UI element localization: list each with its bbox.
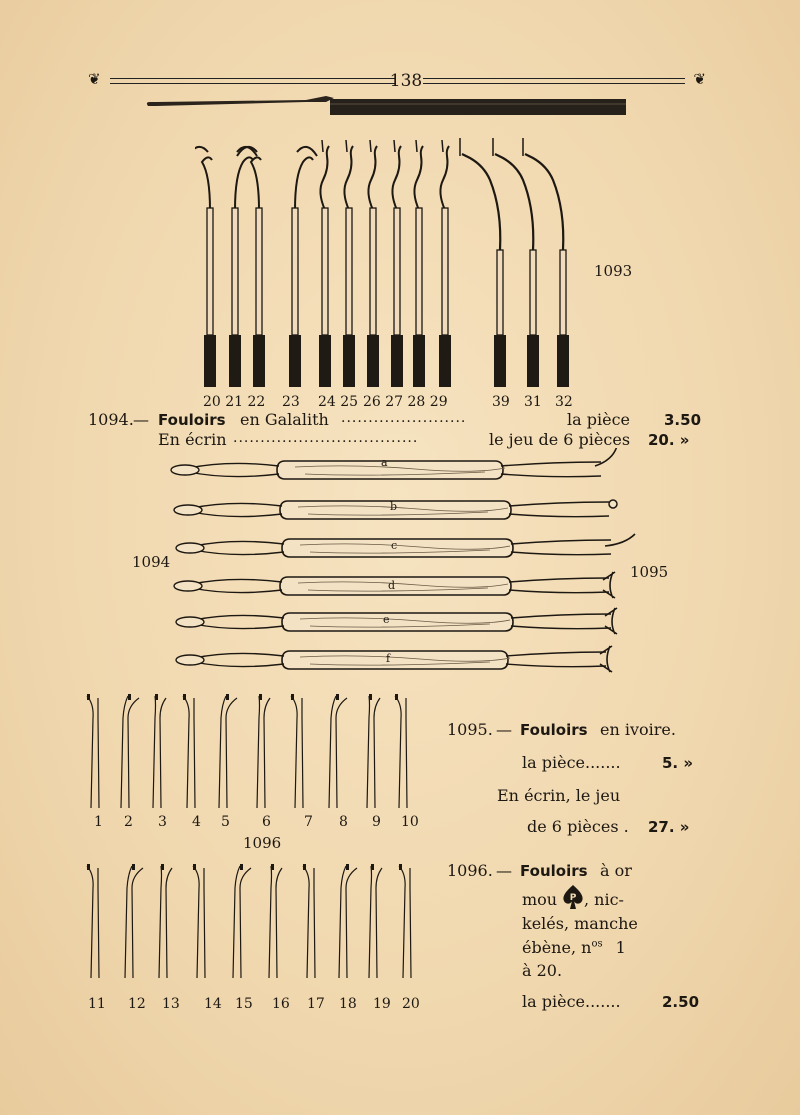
dental-instrument xyxy=(367,140,379,387)
fine-plugger-instrument xyxy=(159,864,172,978)
handle-letter: c xyxy=(391,539,398,552)
fig-1096-number: 2 xyxy=(124,814,133,830)
item-1096-desc-4-num: 1 xyxy=(610,938,626,957)
fine-plugger-instrument xyxy=(125,864,143,978)
item-1096-desc-3: kelés, manche xyxy=(522,914,638,933)
fig-1093-number: 39 xyxy=(492,394,510,410)
fig-1096-row2-instruments xyxy=(85,858,425,986)
item-1094-name: Fouloirs xyxy=(158,411,226,429)
fig-1093-label: 1093 xyxy=(594,262,633,280)
item-1094-price: 3.50 xyxy=(664,411,702,429)
fig-1093-instruments xyxy=(195,130,595,392)
fig-1096-number: 10 xyxy=(401,814,419,830)
fleuron-right-icon: ❦ xyxy=(693,70,706,88)
fig-1096-number: 8 xyxy=(339,814,348,830)
fig-1093-number: 20 21 22 xyxy=(203,394,266,410)
fine-plugger-instrument xyxy=(399,864,411,978)
fig-1096-number: 15 xyxy=(235,996,253,1012)
handle-letter: b xyxy=(390,500,398,513)
fine-plugger-instrument xyxy=(269,864,282,978)
handle-letter: f xyxy=(386,652,391,665)
item-1095-case: En écrin, le jeu xyxy=(497,786,621,805)
fine-plugger-instrument xyxy=(87,694,99,808)
fig-1093-number: 24 25 xyxy=(318,394,359,410)
fig-1096-number: 16 xyxy=(272,996,290,1012)
fig-1096-number: 1 xyxy=(94,814,103,830)
fine-plugger-instrument xyxy=(367,694,380,808)
fig-1096-number: 17 xyxy=(307,996,325,1012)
item-1096-desc-1: à or xyxy=(600,861,632,880)
handled-instrument xyxy=(176,646,612,672)
fig-1093-number: 31 xyxy=(524,394,542,410)
fig-1093-number: 26 27 28 29 xyxy=(363,394,448,410)
spade-p-mark-icon xyxy=(561,883,585,911)
fig-1096-number: 11 xyxy=(88,996,106,1012)
item-1095-case-unit: de 6 pièces . xyxy=(527,817,629,836)
fig-1096-number: 6 xyxy=(262,814,271,830)
item-1095-unit: la pièce....... xyxy=(522,753,621,772)
fig-1094-1095-instruments xyxy=(160,448,640,678)
fleuron-left-icon: ❦ xyxy=(88,70,101,88)
fig-1094-label: 1094 xyxy=(132,553,171,571)
fine-plugger-instrument xyxy=(303,864,315,978)
fine-plugger-instrument xyxy=(219,694,237,808)
fig-1096-label: 1096 xyxy=(243,834,282,852)
fig-1096-number: 18 xyxy=(339,996,357,1012)
fine-plugger-instrument xyxy=(193,864,205,978)
item-1095-desc: en ivoire. xyxy=(600,720,676,739)
item-1095-name: Fouloirs xyxy=(520,721,588,739)
dental-instrument xyxy=(289,147,317,387)
fine-plugger-instrument xyxy=(257,694,270,808)
fine-plugger-instrument xyxy=(291,694,303,808)
dental-instrument xyxy=(413,140,425,387)
fig-1096-number: 9 xyxy=(372,814,381,830)
fig-1096-number: 14 xyxy=(204,996,222,1012)
item-1094-case-leader: .................................. xyxy=(233,430,419,446)
dental-instrument xyxy=(319,140,331,387)
item-1096-dash: — xyxy=(496,861,512,880)
item-1094-case-price: 20. » xyxy=(648,431,690,449)
handle-letter: a xyxy=(381,456,388,469)
svg-text:P: P xyxy=(569,893,577,903)
dental-instrument xyxy=(195,147,216,387)
handle-letter: d xyxy=(388,579,396,592)
fig-1096-number: 3 xyxy=(158,814,167,830)
item-1096-price: 2.50 xyxy=(662,993,700,1011)
item-1096-desc-4-text: ébène, n xyxy=(522,938,592,957)
handled-instrument xyxy=(171,448,617,479)
fine-plugger-instrument xyxy=(233,864,251,978)
handled-instrument xyxy=(176,534,635,557)
item-1095-case-price: 27. » xyxy=(648,818,690,836)
item-1094-unit: la pièce xyxy=(567,410,630,429)
fig-1096-number: 4 xyxy=(192,814,201,830)
fig-1096-number: 5 xyxy=(221,814,230,830)
dental-instrument xyxy=(439,140,451,387)
header-rule-right xyxy=(423,78,685,84)
handled-instrument xyxy=(176,608,617,634)
dental-instrument xyxy=(391,140,403,387)
item-1096-unit: la pièce....... xyxy=(522,992,621,1011)
fig-1096-number: 19 xyxy=(373,996,391,1012)
item-1095-number: 1095. xyxy=(447,720,493,739)
item-1095-dash: — xyxy=(496,720,512,739)
header-rule-left xyxy=(110,78,395,84)
item-1094-desc: en Galalith xyxy=(240,410,329,429)
item-1096-name: Fouloirs xyxy=(520,862,588,880)
fine-plugger-instrument xyxy=(183,694,195,808)
item-1094-dash: — xyxy=(133,410,149,429)
long-instrument-illustration xyxy=(140,94,640,122)
fine-plugger-instrument xyxy=(121,694,139,808)
fine-plugger-instrument xyxy=(395,694,407,808)
item-1096-desc-4-sup: os xyxy=(591,938,603,950)
fine-plugger-instrument xyxy=(339,864,357,978)
fig-1096-number: 13 xyxy=(162,996,180,1012)
item-1096-number: 1096. xyxy=(447,861,493,880)
item-1096-desc-2b: , nic- xyxy=(584,890,624,909)
item-1096-desc-4 xyxy=(522,938,626,957)
fig-1096-row1-instruments xyxy=(85,688,425,816)
fig-1093-number: 23 xyxy=(282,394,300,410)
fine-plugger-instrument xyxy=(329,694,347,808)
item-1096-desc-5: à 20. xyxy=(522,961,563,980)
dental-instrument xyxy=(229,147,257,387)
handle-letter: e xyxy=(383,613,390,626)
fig-1096-number: 12 xyxy=(128,996,146,1012)
page-number: 138 xyxy=(389,71,423,91)
item-1096-desc-2: mou xyxy=(522,890,558,909)
item-1094-case-unit: le jeu de 6 pièces xyxy=(489,430,631,449)
dental-instrument xyxy=(237,147,265,387)
fine-plugger-instrument xyxy=(369,864,382,978)
fig-1093-number: 32 xyxy=(555,394,573,410)
item-1094-leader: ....................... xyxy=(341,410,467,426)
fig-1095-label: 1095 xyxy=(630,563,669,581)
fig-1096-number: 7 xyxy=(304,814,313,830)
fine-plugger-instrument xyxy=(153,694,166,808)
dental-instrument xyxy=(343,140,355,387)
item-1095-price: 5. » xyxy=(662,754,694,772)
dental-instrument xyxy=(460,138,506,387)
item-1094-number: 1094. xyxy=(88,410,134,429)
fine-plugger-instrument xyxy=(87,864,99,978)
fig-1096-number: 20 xyxy=(402,996,420,1012)
item-1094-case: En écrin xyxy=(158,430,227,449)
